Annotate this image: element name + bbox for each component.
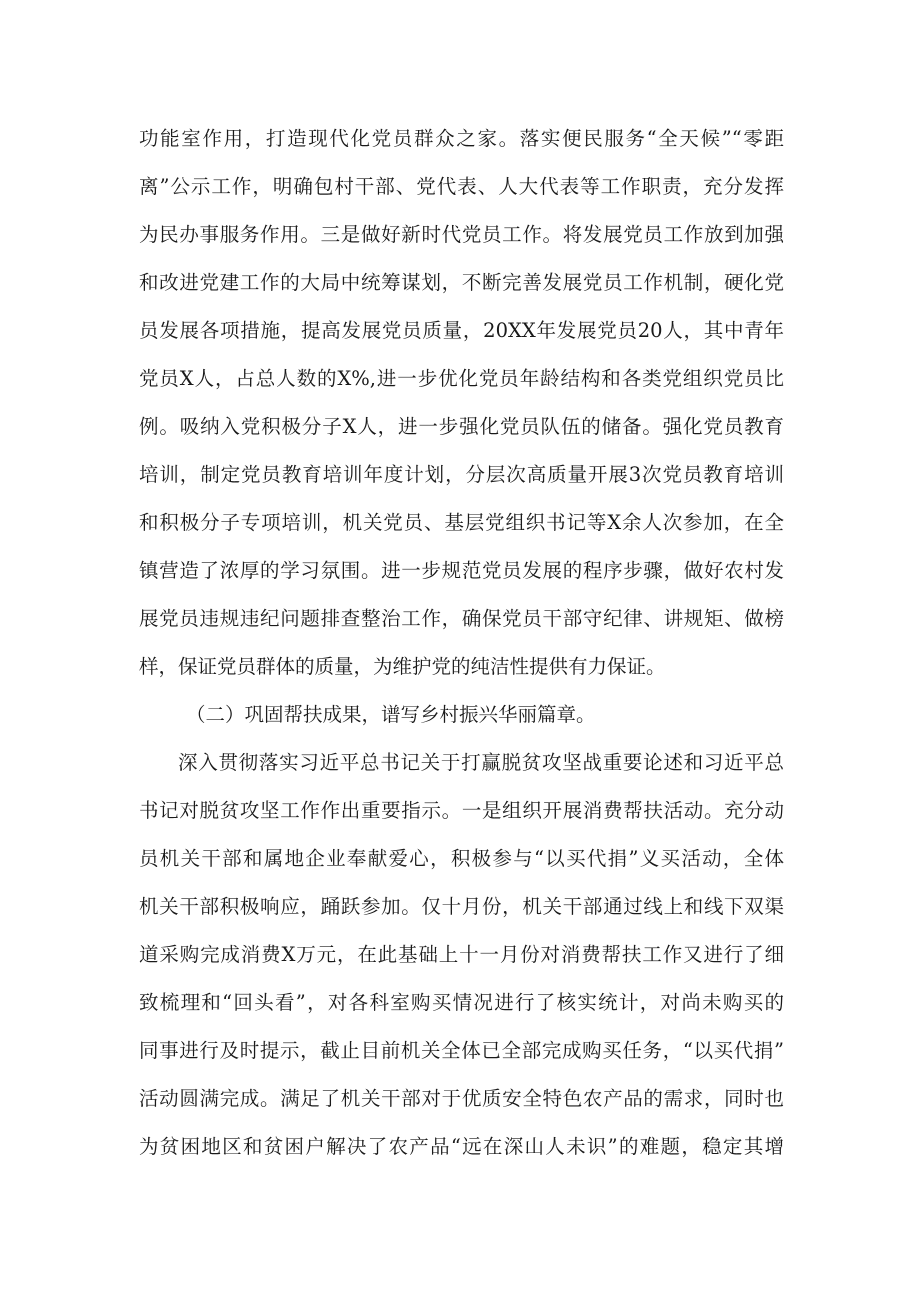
paragraph-2-line-3: 员机关干部和属地企业奉献爱心，积极参与“以买代捐”义买活动，全体	[139, 847, 784, 870]
paragraph-2-line-2: 书记对脱贫攻坚工作作出重要指示。一是组织开展消费帮扶活动。充分动	[139, 799, 784, 822]
paragraph-1-line-6: 党员X人，占总人数的X%,进一步优化党员年龄结构和各类党组织党员比	[139, 367, 784, 390]
paragraph-1-line-4: 和改进党建工作的大局中统筹谋划，不断完善发展党员工作机制，硬化党	[139, 271, 784, 294]
paragraph-1-line-10: 镇营造了浓厚的学习氛围。进一步规范党员发展的程序步骤，做好农村发	[139, 559, 784, 582]
paragraph-1-line-11: 展党员违规违纪问题排查整治工作，确保党员干部守纪律、讲规矩、做榜	[139, 607, 784, 630]
paragraph-1-line-2: 离”公示工作，明确包村干部、党代表、人大代表等工作职责，充分发挥	[139, 175, 784, 198]
paragraph-1-line-1: 功能室作用，打造现代化党员群众之家。落实便民服务“全天候”“零距	[139, 127, 784, 150]
paragraph-1-line-7: 例。吸纳入党积极分子X人，进一步强化党员队伍的储备。强化党员教育	[139, 415, 784, 438]
paragraph-2-line-7: 同事进行及时提示，截止目前机关全体已全部完成购买任务，“以买代捐”	[139, 1039, 784, 1062]
paragraph-2-line-9: 为贫困地区和贫困户解决了农产品“远在深山人未识”的难题，稳定其增	[139, 1135, 784, 1158]
paragraph-1-line-5: 员发展各项措施，提高发展党员质量，20XX年发展党员20人，其中青年	[139, 319, 784, 342]
section-heading: （二）巩固帮扶成果，谱写乡村振兴华丽篇章。	[186, 703, 596, 726]
paragraph-2-line-1: 深入贯彻落实习近平总书记关于打赢脱贫攻坚战重要论述和习近平总	[178, 751, 784, 774]
paragraph-2-line-4: 机关干部积极响应，踊跃参加。仅十月份，机关干部通过线上和线下双渠	[139, 895, 784, 918]
paragraph-2-line-6: 致梳理和“回头看”，对各科室购买情况进行了核实统计，对尚未购买的	[139, 991, 784, 1014]
paragraph-2-line-8: 活动圆满完成。满足了机关干部对于优质安全特色农产品的需求，同时也	[139, 1087, 784, 1110]
paragraph-1-line-12: 样，保证党员群体的质量，为维护党的纯洁性提供有力保证。	[139, 655, 666, 678]
paragraph-1-line-8: 培训，制定党员教育培训年度计划，分层次高质量开展3次党员教育培训	[139, 463, 784, 486]
paragraph-2-line-5: 道采购完成消费X万元，在此基础上十一月份对消费帮扶工作又进行了细	[139, 943, 784, 966]
paragraph-1-line-3: 为民办事服务作用。三是做好新时代党员工作。将发展党员工作放到加强	[139, 223, 784, 246]
paragraph-1-line-9: 和积极分子专项培训，机关党员、基层党组织书记等X余人次参加，在全	[139, 511, 784, 534]
